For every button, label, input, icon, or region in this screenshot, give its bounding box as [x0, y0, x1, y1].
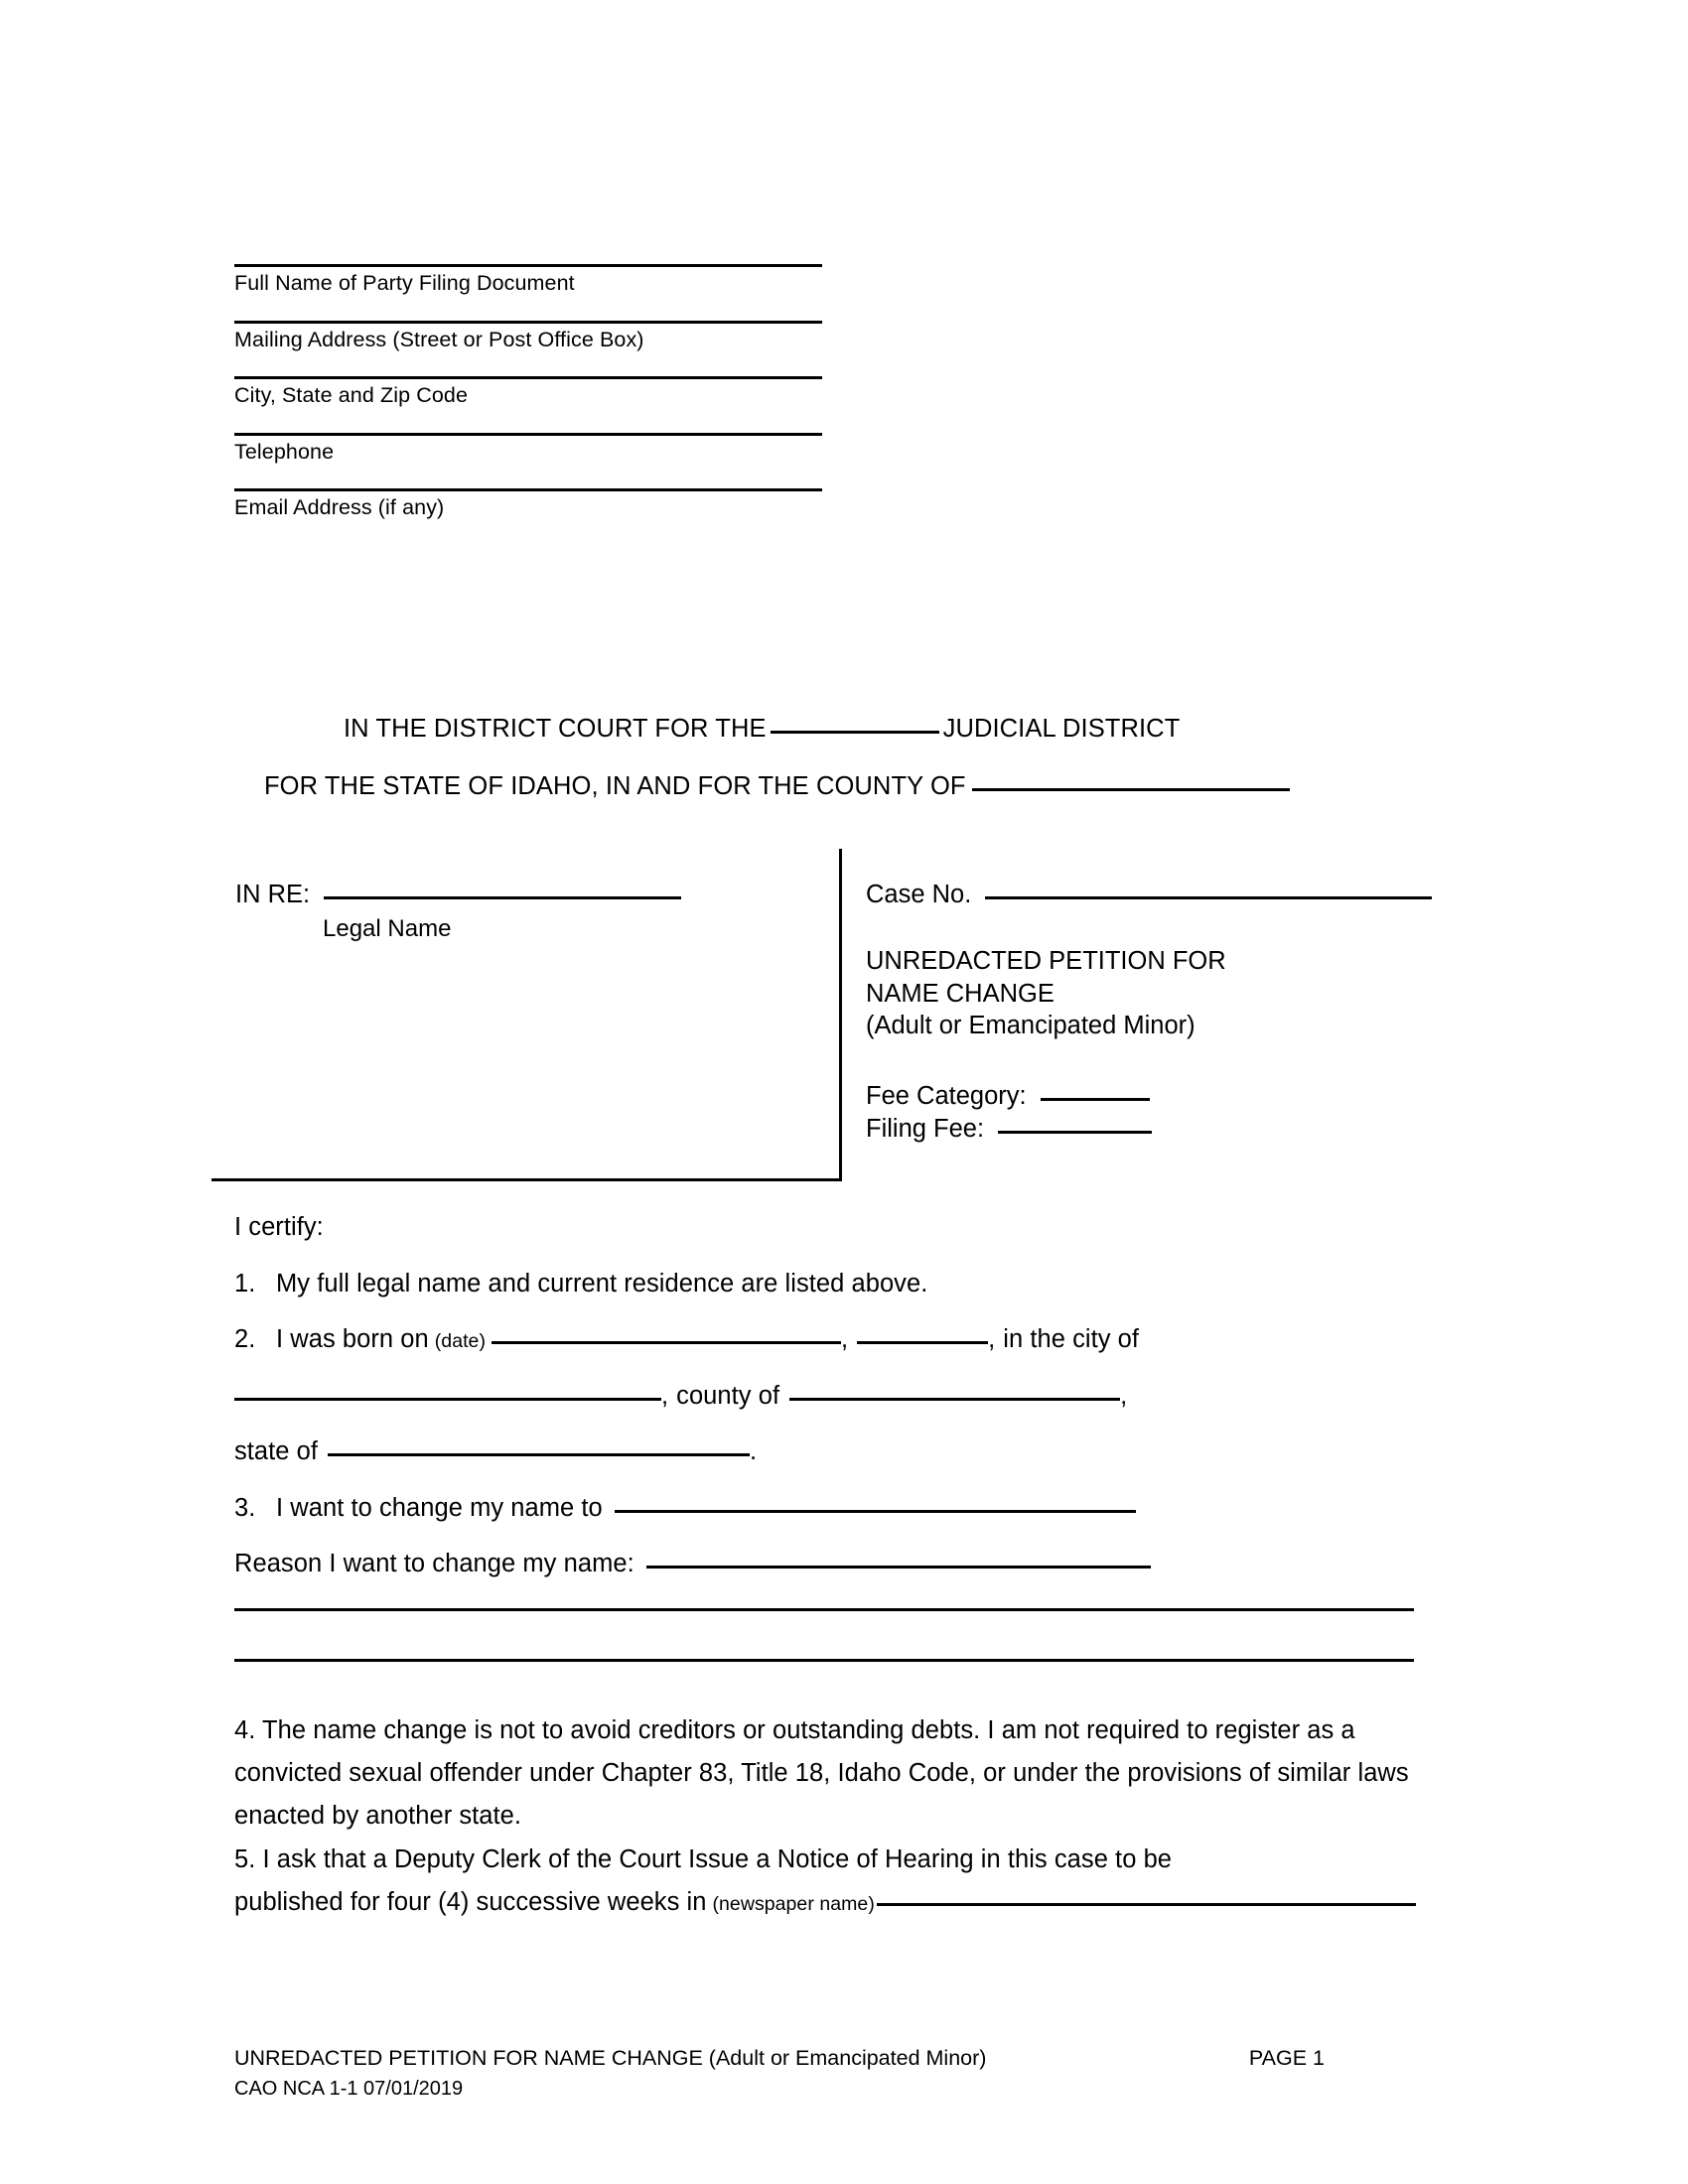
birth-county-blank[interactable] — [789, 1398, 1120, 1401]
court-heading-line-2 — [234, 768, 1416, 800]
court-heading-text-after: JUDICIAL DISTRICT — [942, 715, 1181, 743]
item-2-comma-4: , — [1120, 1381, 1128, 1410]
reason-row — [234, 1552, 1416, 1577]
party-field-label: Email Address (if any) — [234, 495, 445, 520]
document-title-line-1: UNREDACTED PETITION FOR — [866, 947, 1226, 975]
fee-category-row — [866, 1080, 1432, 1113]
petition-item-2-line-3 — [234, 1439, 1416, 1465]
caption-left-column — [211, 849, 827, 943]
petition-item-5-line-1: 5. I ask that a Deputy Clerk of the Court Issue a Notice of Hearing in this case to be — [234, 1844, 1173, 1873]
reason-blank-2[interactable] — [234, 1608, 1414, 1611]
fee-category-blank[interactable] — [1041, 1098, 1150, 1101]
petition-body — [234, 1215, 1416, 1924]
item-3-number: 3. — [234, 1493, 256, 1522]
birth-city-blank[interactable] — [234, 1398, 661, 1401]
legal-name-blank[interactable] — [324, 896, 681, 899]
item-1-text: My full legal name and current residence are listed above. — [276, 1269, 928, 1297]
party-field-label: City, State and Zip Code — [234, 383, 469, 408]
petition-item-2 — [234, 1327, 1416, 1353]
page-footer — [234, 2048, 1416, 2099]
birth-state-blank[interactable] — [328, 1453, 750, 1456]
party-field-label: Telephone — [234, 439, 335, 464]
footer-page-number: PAGE 1 — [1248, 2046, 1325, 2070]
party-info-block — [234, 264, 830, 545]
item-2-period: . — [750, 1437, 758, 1465]
caption-bottom-rule — [211, 1178, 842, 1181]
certify-intro: I certify: — [234, 1213, 324, 1241]
filing-fee-row — [866, 1113, 1432, 1146]
document-title-line-3: (Adult or Emancipated Minor) — [866, 1012, 1196, 1040]
county-heading-text: FOR THE STATE OF IDAHO, IN AND FOR THE COUNTY OF — [264, 771, 966, 800]
item-2-county-label: county of — [676, 1381, 780, 1410]
birth-date-blank[interactable] — [492, 1341, 841, 1344]
footer-title-row — [234, 2048, 1416, 2070]
judicial-district-blank[interactable] — [771, 711, 939, 734]
birth-year-blank[interactable] — [857, 1341, 988, 1344]
petition-item-3 — [234, 1493, 1416, 1522]
filing-fee-label: Filing Fee: — [866, 1114, 985, 1143]
petition-item-4: 4. The name change is not to avoid creditors or outstanding debts. I am not required to register as a convicted sexual offender under Chapter 83, Title 18, Idaho Code, or under the provisions of similar laws enacted by another state. — [234, 1715, 1409, 1831]
petition-item-2-line-2 — [234, 1381, 1416, 1410]
legal-name-sublabel: Legal Name — [323, 915, 452, 942]
item-1-number: 1. — [234, 1269, 256, 1297]
party-field-label: Full Name of Party Filing Document — [234, 271, 575, 295]
reason-blank-1[interactable] — [646, 1566, 1151, 1569]
in-re-label: IN RE: — [235, 881, 311, 908]
county-blank[interactable] — [972, 768, 1290, 791]
new-name-blank[interactable] — [615, 1510, 1136, 1513]
party-field-mailing-address — [234, 321, 830, 354]
party-field-city-state-zip — [234, 376, 830, 410]
reason-blank-3[interactable] — [234, 1659, 1414, 1662]
item-2-comma-1: , — [841, 1325, 849, 1353]
court-heading-text-before: IN THE DISTRICT COURT FOR THE — [344, 715, 767, 743]
date-hint: (date) — [434, 1330, 486, 1352]
newspaper-hint: (newspaper name) — [712, 1892, 875, 1915]
footer-document-title: UNREDACTED PETITION FOR NAME CHANGE (Adult or Emancipated Minor) — [234, 2046, 987, 2070]
fee-category-label: Fee Category: — [866, 1081, 1027, 1110]
caption-vertical-divider — [839, 849, 842, 1181]
item-2-comma-2: , — [988, 1325, 996, 1353]
item-2-city-label: in the city of — [1003, 1325, 1140, 1353]
newspaper-name-blank[interactable] — [877, 1903, 1416, 1906]
item-5-publication-text: published for four (4) successive weeks in — [234, 1887, 707, 1916]
case-number-label: Case No. — [866, 881, 972, 908]
court-heading — [234, 711, 1416, 825]
court-heading-line-1 — [234, 711, 1416, 743]
item-2-text: I was born on — [276, 1325, 429, 1353]
fee-block — [866, 1042, 1432, 1145]
document-title-line-2: NAME CHANGE — [866, 979, 1055, 1008]
reason-label: Reason I want to change my name: — [234, 1550, 634, 1577]
case-caption-box — [211, 849, 1435, 1181]
party-field-label: Mailing Address (Street or Post Office Box) — [234, 327, 644, 351]
item-2-state-label: state of — [234, 1437, 319, 1465]
item-2-comma-3: , — [661, 1381, 669, 1410]
party-field-full-name — [234, 264, 830, 298]
party-field-email — [234, 488, 830, 522]
document-title — [866, 909, 1432, 1042]
party-field-telephone — [234, 433, 830, 467]
item-2-number: 2. — [234, 1325, 256, 1353]
case-number-blank[interactable] — [985, 896, 1432, 899]
petition-item-5-line-2 — [234, 1881, 1416, 1924]
petition-item-1 — [234, 1269, 1416, 1297]
case-number-row — [866, 849, 1432, 909]
in-re-row — [211, 849, 827, 909]
caption-right-column — [866, 849, 1432, 1145]
filing-fee-blank[interactable] — [998, 1131, 1152, 1134]
item-3-text: I want to change my name to — [276, 1493, 603, 1522]
footer-form-code: CAO NCA 1-1 07/01/2019 — [234, 2077, 464, 2100]
